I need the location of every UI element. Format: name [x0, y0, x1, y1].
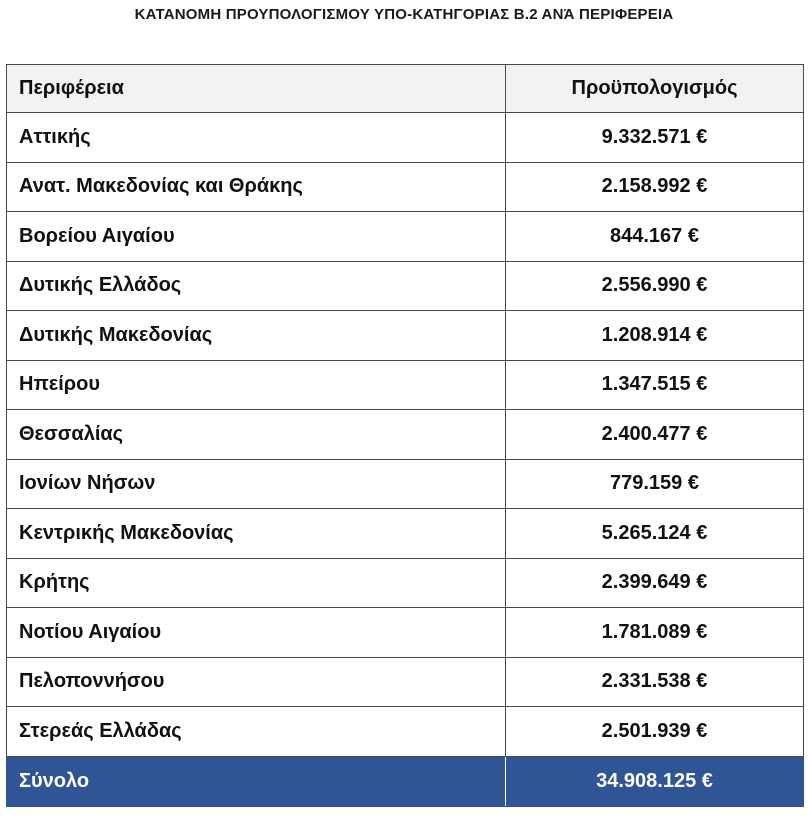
budget-table — [6, 64, 804, 807]
region-cell: Ανατ. Μακεδονίας και Θράκης — [7, 162, 506, 212]
budget-cell: 2.556.990 € — [506, 261, 804, 311]
column-header-region: Περιφέρεια — [7, 65, 506, 113]
budget-cell: 9.332.571 € — [506, 113, 804, 163]
table-row — [7, 311, 804, 361]
region-cell: Βορείου Αιγαίου — [7, 212, 506, 262]
table-row — [7, 558, 804, 608]
table-row — [7, 360, 804, 410]
table-row — [7, 410, 804, 460]
region-cell: Αττικής — [7, 113, 506, 163]
budget-cell: 2.158.992 € — [506, 162, 804, 212]
region-cell: Ηπείρου — [7, 360, 506, 410]
budget-cell: 2.400.477 € — [506, 410, 804, 460]
budget-cell: 2.331.538 € — [506, 657, 804, 707]
table-row — [7, 608, 804, 658]
total-value: 34.908.125 € — [506, 756, 804, 806]
table-row — [7, 162, 804, 212]
region-cell: Πελοποννήσου — [7, 657, 506, 707]
region-cell: Ιονίων Νήσων — [7, 459, 506, 509]
total-label: Σύνολο — [7, 756, 506, 806]
table-row — [7, 261, 804, 311]
budget-table-container — [6, 64, 803, 807]
table-header — [7, 65, 804, 113]
region-cell: Κρήτης — [7, 558, 506, 608]
budget-cell: 2.501.939 € — [506, 707, 804, 757]
header-row — [7, 65, 804, 113]
document-title: ΚΑΤΑΝΟΜΗ ΠΡΟΥΠΟΛΟΓΙΣΜΟΥ ΥΠΟ-ΚΑΤΗΓΟΡΙΑΣ Β.2 ΑΝΆ ΠΕΡΙΦΕΡΕΙΑ — [134, 6, 674, 23]
table-row — [7, 113, 804, 163]
region-cell: Δυτικής Ελλάδος — [7, 261, 506, 311]
table-row — [7, 657, 804, 707]
budget-cell: 1.781.089 € — [506, 608, 804, 658]
region-cell: Νοτίου Αιγαίου — [7, 608, 506, 658]
budget-cell: 1.347.515 € — [506, 360, 804, 410]
region-cell: Κεντρικής Μακεδονίας — [7, 509, 506, 559]
table-row — [7, 707, 804, 757]
total-row — [7, 756, 804, 806]
region-cell: Δυτικής Μακεδονίας — [7, 311, 506, 361]
region-cell: Θεσσαλίας — [7, 410, 506, 460]
table-row — [7, 459, 804, 509]
column-header-budget: Προϋπολογισμός — [506, 65, 804, 113]
table-row — [7, 509, 804, 559]
budget-cell: 779.159 € — [506, 459, 804, 509]
budget-cell: 844.167 € — [506, 212, 804, 262]
budget-cell: 2.399.649 € — [506, 558, 804, 608]
region-cell: Στερεάς Ελλάδας — [7, 707, 506, 757]
budget-cell: 1.208.914 € — [506, 311, 804, 361]
table-row — [7, 212, 804, 262]
budget-cell: 5.265.124 € — [506, 509, 804, 559]
